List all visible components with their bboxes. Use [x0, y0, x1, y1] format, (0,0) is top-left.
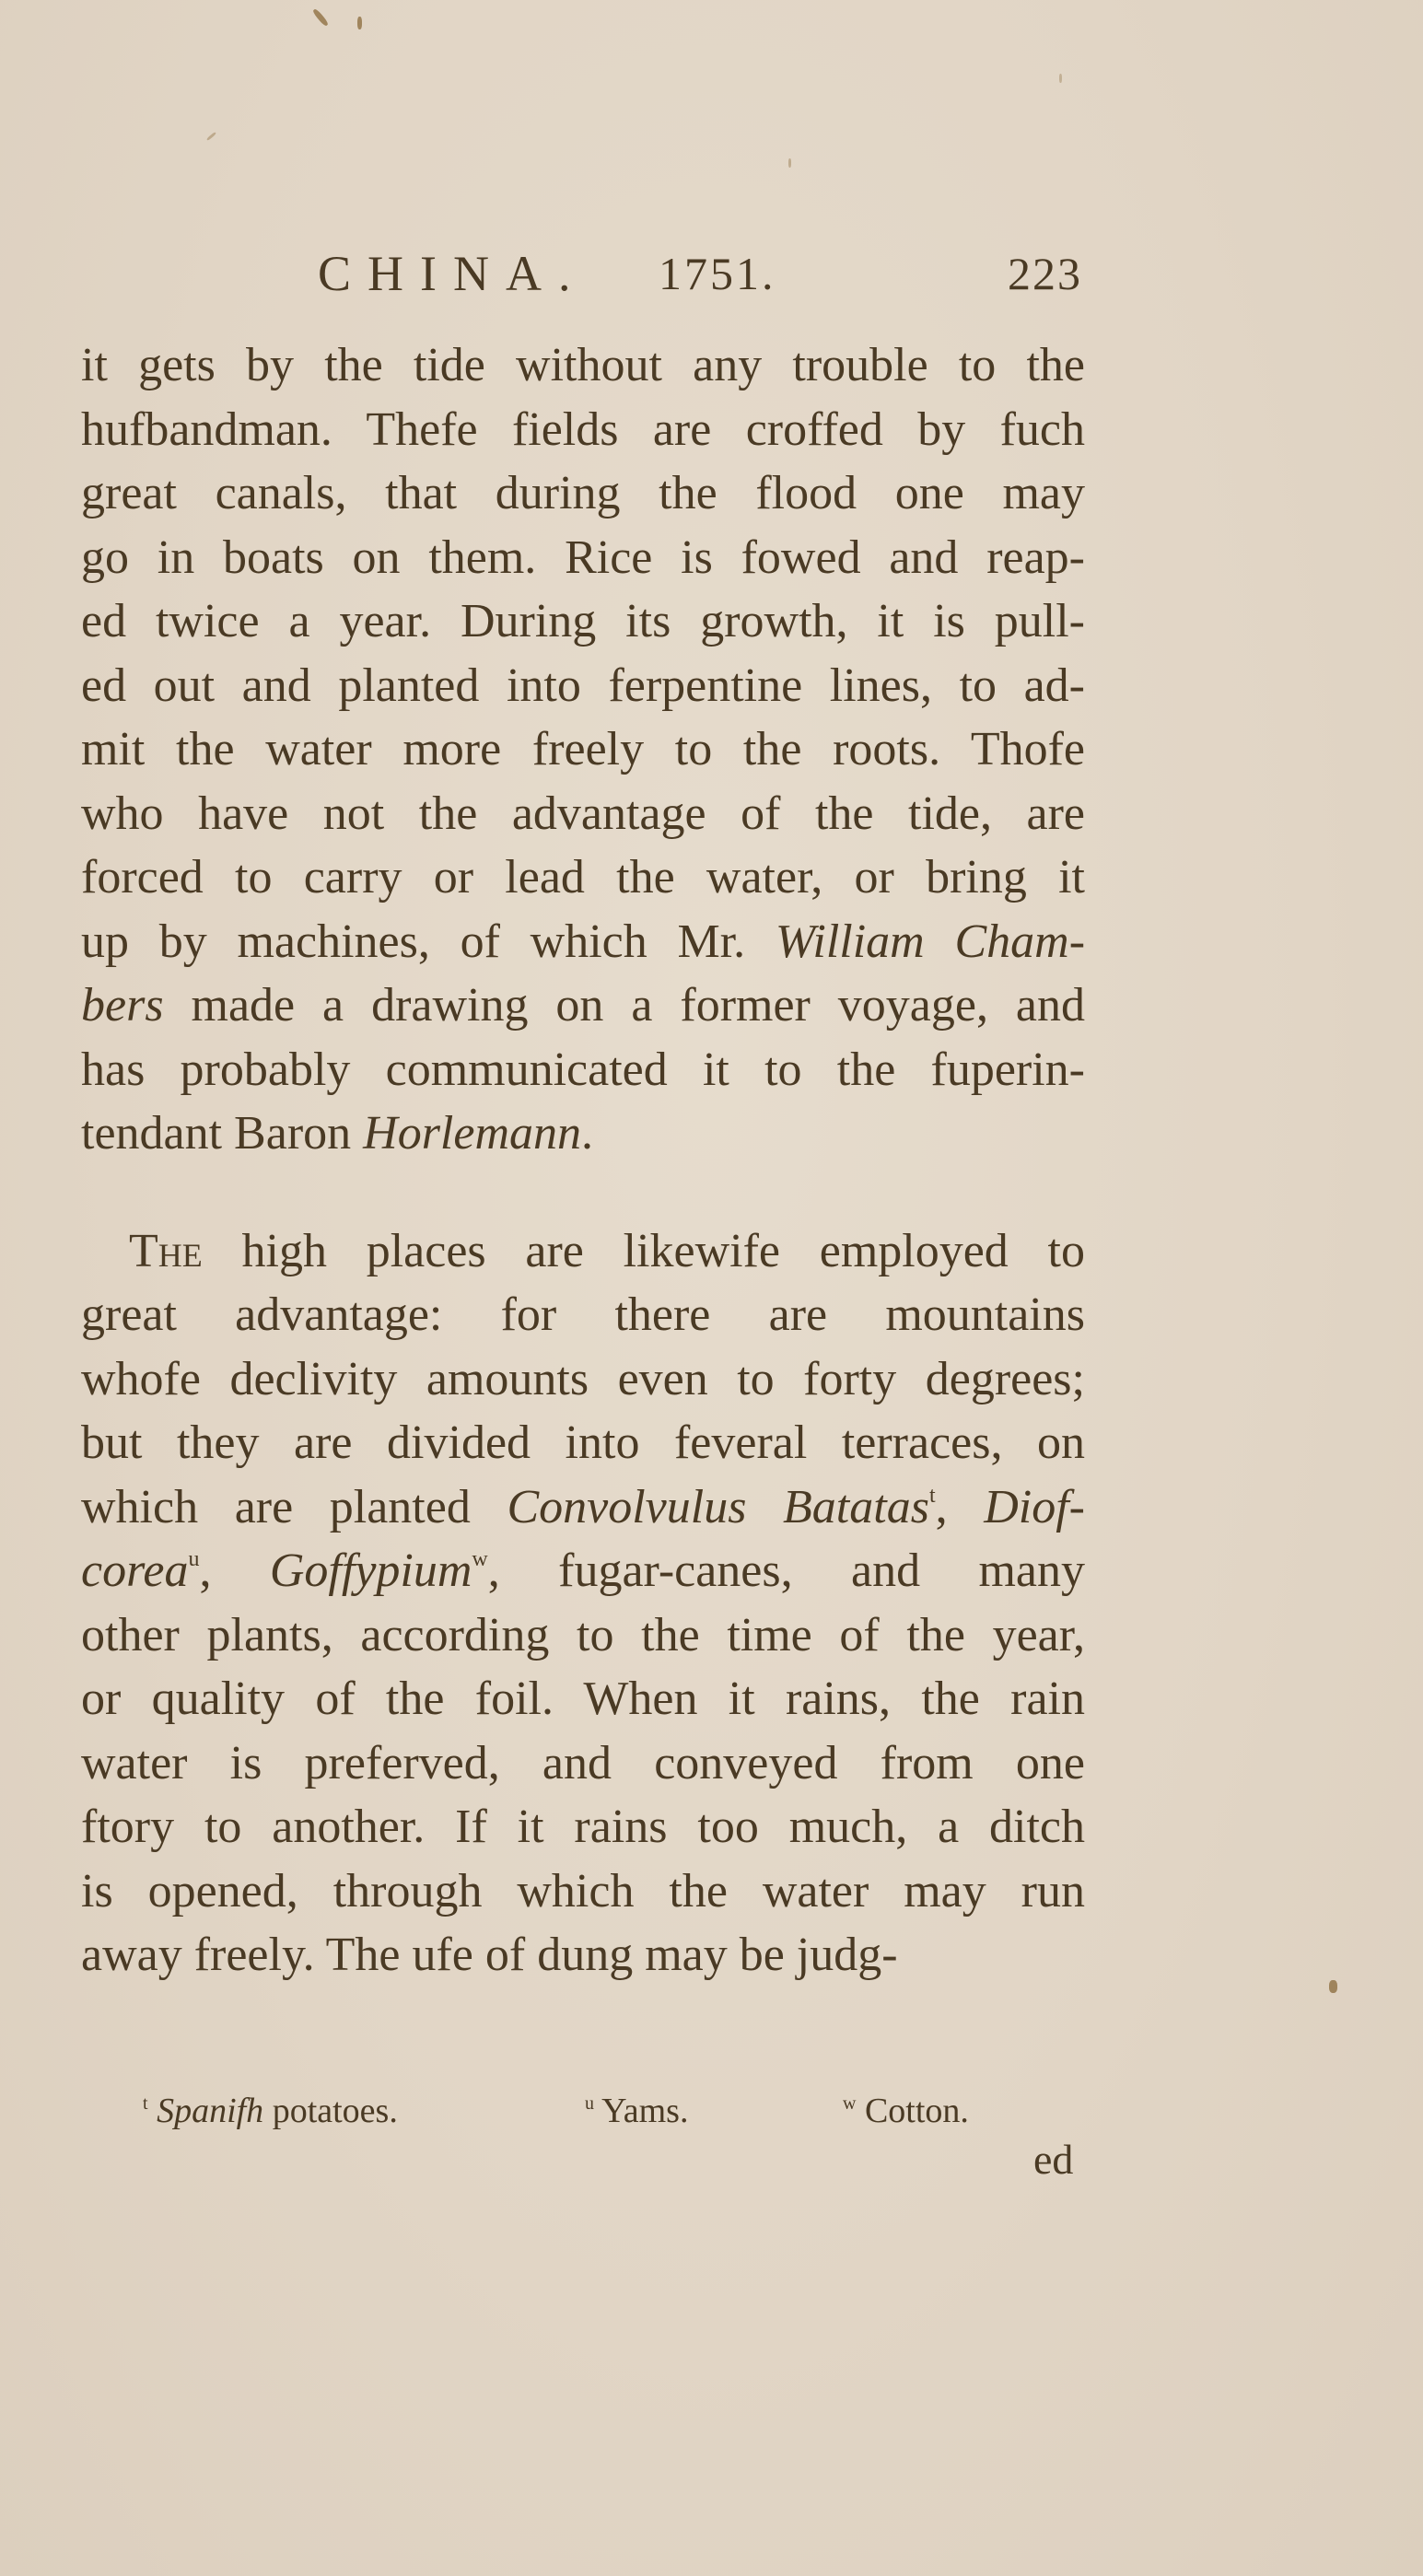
- text-run: high places are likewife employed to: [202, 1224, 1085, 1277]
- text-run: away freely. The ufe of dung may be judg-: [81, 1929, 898, 1981]
- running-head-title: CHINA.: [318, 246, 588, 301]
- text-run: has probably communicated it to the fuperin-: [81, 1043, 1085, 1096]
- italic-text: Goffypium: [269, 1544, 472, 1597]
- paper-speck: [312, 8, 330, 28]
- text-line: [81, 910, 1085, 974]
- text-line: [81, 973, 1085, 1038]
- italic-text: Diof-: [984, 1480, 1085, 1533]
- footnote-reference: t: [928, 1483, 936, 1508]
- footnote-italic: Spanifh: [157, 2092, 264, 2130]
- text-line: [81, 1411, 1085, 1475]
- text-run: great canals, that during the flood one may: [81, 467, 1085, 519]
- italic-text: bers: [81, 979, 164, 1032]
- text-line: [81, 526, 1085, 590]
- footnote-reference: u: [188, 1547, 200, 1571]
- footnote-text: Cotton.: [864, 2092, 969, 2130]
- text-run: ed out and planted into ferpentine lines, to ad-: [81, 659, 1085, 712]
- text-run: .: [581, 1107, 594, 1160]
- text-line: [81, 782, 1085, 846]
- text-run: , fugar-canes, and many: [487, 1544, 1085, 1597]
- footnote-mark: t: [143, 2093, 148, 2114]
- text-run: go in boats on them. Rice is fowed and reap-: [81, 530, 1085, 584]
- italic-text: Convolvulus Batatas: [507, 1480, 929, 1533]
- text-line: [81, 1102, 1085, 1166]
- footnotes: [143, 2083, 1064, 2139]
- text-line: [81, 1219, 1085, 1284]
- text-run: ,: [199, 1544, 270, 1597]
- text-line: [81, 845, 1085, 910]
- footnote-u: [585, 2083, 688, 2139]
- text-line: [81, 717, 1085, 782]
- text-run: The: [129, 1224, 203, 1277]
- text-line: [81, 1283, 1085, 1347]
- text-run: is opened, through which the water may run: [81, 1864, 1085, 1917]
- text-run: tendant Baron: [81, 1107, 364, 1160]
- footnote-mark: u: [585, 2093, 594, 2114]
- text-run: great advantage: for there are mountains: [81, 1288, 1085, 1341]
- text-run: or quality of the foil. When it rains, the rain: [81, 1673, 1085, 1725]
- paper-speck: [1059, 74, 1062, 83]
- text-line: [81, 654, 1085, 718]
- text-line: [81, 333, 1085, 398]
- text-run: other plants, according to the time of the year,: [81, 1608, 1085, 1661]
- text-run: whofe declivity amounts even to forty degrees;: [81, 1352, 1085, 1405]
- text-line: [81, 1603, 1085, 1668]
- text-run: up by machines, of which Mr.: [81, 915, 776, 968]
- running-head-year: 1751.: [659, 248, 776, 299]
- text-line: [81, 1923, 1085, 1987]
- text-run: which are planted: [81, 1480, 507, 1533]
- text-run: it gets by the tide without any trouble to the: [81, 339, 1085, 391]
- text-run: ftory to another. If it rains too much, a ditch: [81, 1801, 1085, 1853]
- paragraph-gap: [81, 1166, 1085, 1219]
- paper-speck: [1329, 1980, 1337, 1993]
- text-run: ,: [935, 1480, 985, 1533]
- paper-speck: [788, 158, 791, 168]
- text-line: [81, 1667, 1085, 1731]
- footnote-text: Yams.: [601, 2092, 689, 2130]
- text-line: [81, 1539, 1085, 1603]
- text-run: water is preferved, and conveyed from one: [81, 1736, 1085, 1789]
- page-number: 223: [1008, 248, 1082, 299]
- text-run: hufbandman. Thefe fields are croffed by fuch: [81, 402, 1085, 456]
- footnote-t: [143, 2083, 398, 2139]
- text-line: [81, 398, 1085, 462]
- text-line: [81, 1731, 1085, 1796]
- text-line: [81, 1475, 1085, 1540]
- paragraph: [81, 1219, 1085, 1987]
- text-line: [81, 589, 1085, 654]
- catchword: ed: [1033, 2136, 1074, 2183]
- text-run: forced to carry or lead the water, or bring it: [81, 851, 1085, 903]
- paragraph: [81, 333, 1085, 1166]
- text-run: ed twice a year. During its growth, it is pull-: [81, 595, 1085, 647]
- footnote-mark: w: [843, 2093, 857, 2114]
- paper-speck: [206, 132, 216, 141]
- body-text: [81, 333, 1085, 1987]
- italic-text: corea: [81, 1544, 189, 1597]
- footnote-reference: w: [472, 1547, 488, 1571]
- italic-text: William Cham-: [775, 915, 1085, 968]
- text-run: mit the water more freely to the roots. Thofe: [81, 723, 1085, 775]
- text-line: [81, 461, 1085, 526]
- text-line: [81, 1795, 1085, 1859]
- text-line: [81, 1347, 1085, 1412]
- italic-text: Horlemann: [363, 1107, 582, 1160]
- text-line: [81, 1859, 1085, 1924]
- text-line: [81, 1038, 1085, 1102]
- paper-speck: [357, 17, 362, 29]
- footnote-text: potatoes.: [263, 2092, 398, 2130]
- running-head: [318, 241, 1082, 306]
- text-run: made a drawing on a former voyage, and: [163, 979, 1085, 1032]
- text-run: but they are divided into feveral terraces, on: [81, 1416, 1085, 1469]
- text-run: who have not the advantage of the tide, are: [81, 787, 1085, 840]
- footnote-w: [843, 2083, 969, 2139]
